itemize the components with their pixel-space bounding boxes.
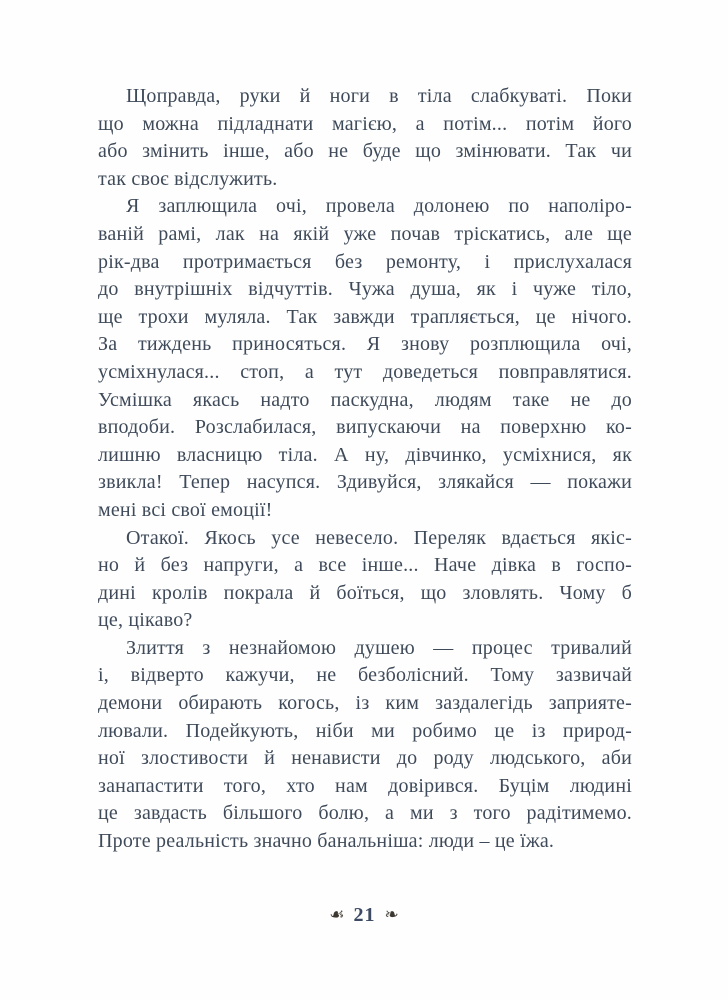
text-line: лишню власницю тіла. А ну, дівчинко, усміхнися, як: [98, 443, 632, 466]
text-line: ще трохи муляла. Так завжди трапляється, це нічого.: [98, 305, 632, 328]
text-line: звикла! Тепер насупся. Здивуйся, злякайся — покажи: [98, 471, 632, 494]
text-line: що можна підладнати магією, а потім... потім його: [98, 112, 632, 135]
text-line: усміхнулася... стоп, а тут доведеться повправлятися.: [98, 360, 632, 383]
page-number: 21: [353, 904, 376, 926]
text-line: Щоправда, руки й ноги в тіла слабкуваті. Поки: [126, 85, 632, 107]
page-footer: [0, 904, 728, 927]
text-line: но й без напруги, а все інше... Наче дівка в госпо-: [98, 554, 632, 577]
text-line: рік-два протримається без ремонту, і прислухалася: [98, 250, 632, 273]
text-line: вподоби. Розслабилася, випускаючи на поверхню ко-: [98, 416, 632, 439]
text-line: це, цікаво?: [98, 609, 193, 632]
text-line: демони обирають когось, із ким заздалегідь заприяте-: [98, 692, 632, 715]
text-line: ваній рамі, лак на якій уже почав тріскатись, але ще: [98, 222, 632, 245]
text-line: Проте реальність значно банальніша: люди – це їжа.: [98, 830, 555, 853]
text-line: Я заплющила очі, провела долонею по наполіро-: [126, 195, 632, 218]
text-line: або змінить інше, або не буде що змінювати. Так чи: [98, 140, 632, 163]
text-line: мені всі свої емоції!: [98, 498, 273, 521]
text-line: і, відверто кажучи, не безболісний. Тому зазвичай: [98, 664, 632, 687]
text-line: ної злостивости й ненависти до роду людського, аби: [98, 747, 632, 770]
text-line: Отакої. Якось усе невесело. Переляк вдається якіс-: [126, 526, 632, 549]
text-line: Усмішка якась надто паскудна, людям таке не до: [98, 388, 632, 411]
fleuron-right-icon: ❧: [384, 905, 399, 925]
text-line: занапастити того, хто нам довірився. Буцім людині: [98, 774, 632, 797]
text-line: до внутрішніх відчуттів. Чужа душа, як і чуже тіло,: [98, 278, 632, 301]
text-line: дині кролів покрала й боїться, що зловлять. Чому б: [98, 581, 632, 604]
fleuron-left-icon: ☙: [329, 905, 345, 925]
text-line: так своє відслужить.: [98, 167, 278, 190]
text-line: лювали. Подейкують, ніби ми робимо це із природ-: [98, 719, 632, 742]
text-line: це завдасть більшого болю, а ми з того радітимемо.: [98, 802, 632, 825]
text-block: [98, 83, 632, 856]
text-line: За тиждень приносяться. Я знову розплющила очі,: [98, 333, 632, 356]
text-line: Злиття з незнайомою душею — процес тривалий: [126, 636, 632, 659]
